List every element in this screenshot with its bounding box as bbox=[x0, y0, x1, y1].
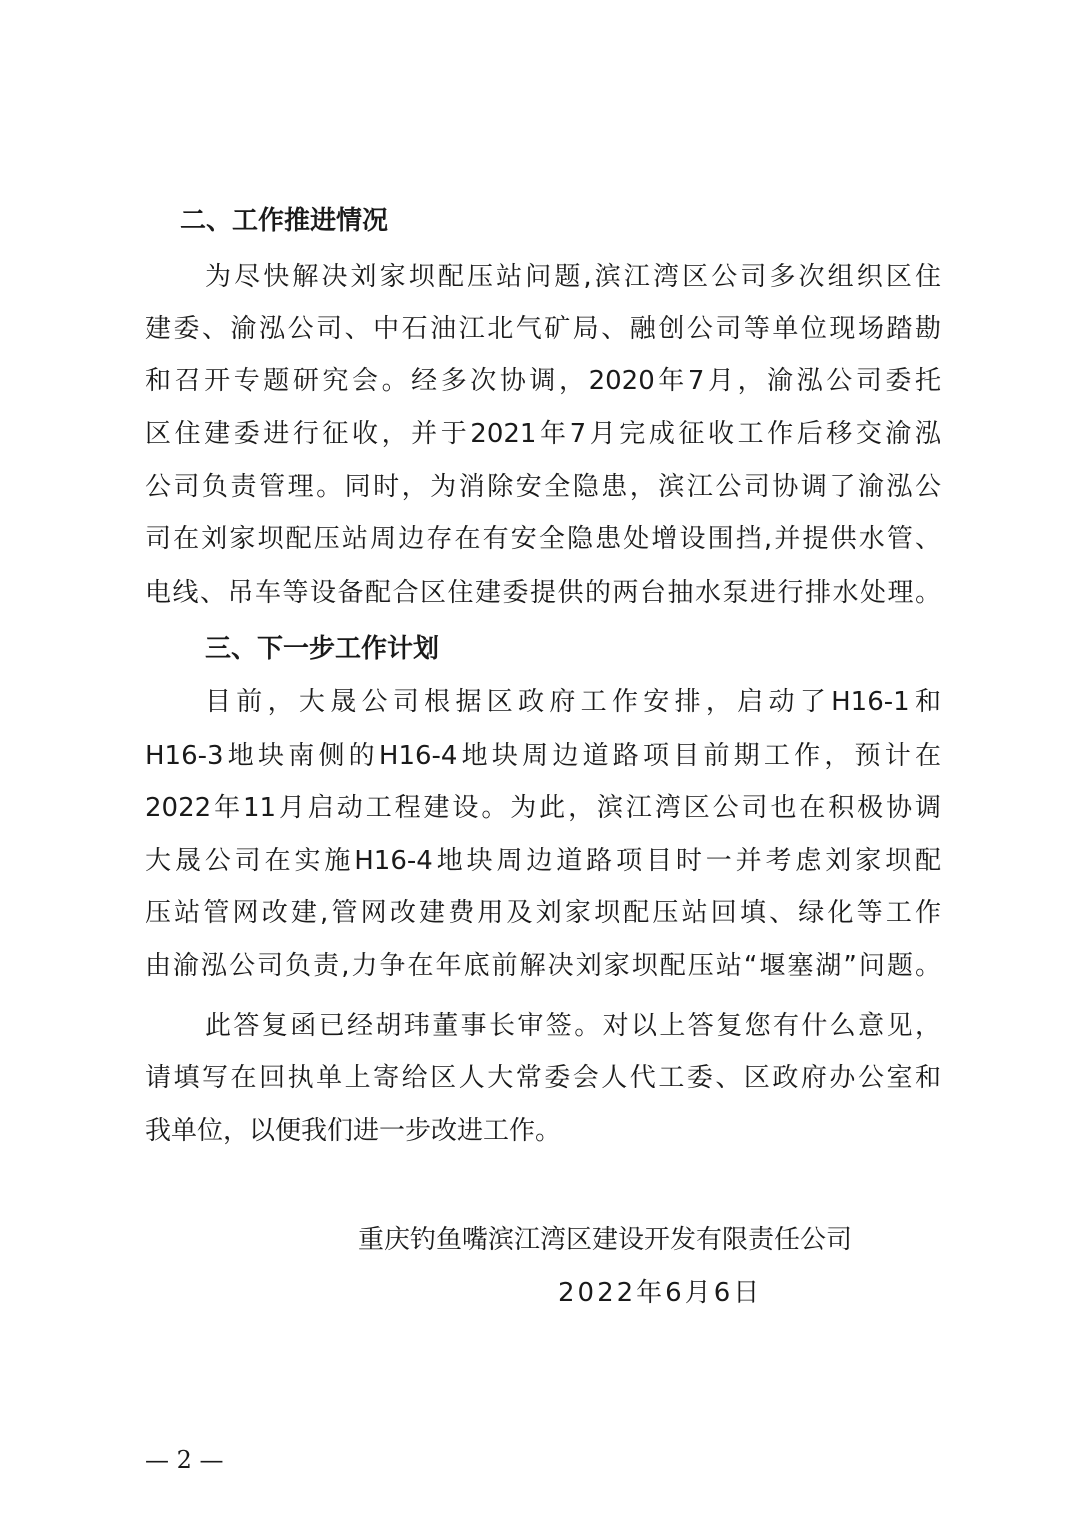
section2-heading: 二、工作推进情况 bbox=[180, 206, 389, 236]
section3-line-1: 目前，大晟公司根据区政府工作安排，启动了H16-1和 bbox=[205, 687, 941, 717]
section2-line-2: 建委、渝泓公司、中石油江北气矿局、融创公司等单位现场踏勘 bbox=[145, 314, 941, 344]
section3-heading: 三、下一步工作计划 bbox=[205, 634, 440, 664]
closing-line-3: 我单位，以便我们进一步改进工作。 bbox=[145, 1116, 562, 1146]
section2-line-1: 为尽快解决刘家坝配压站问题,滨江湾区公司多次组织区住 bbox=[205, 262, 941, 292]
section2-line-3: 和召开专题研究会。经多次协调，2020年7月，渝泓公司委托 bbox=[145, 366, 941, 396]
section3-line-3: 2022年11月启动工程建设。为此，滨江湾区公司也在积极协调 bbox=[145, 793, 941, 823]
section3-line-6: 由渝泓公司负责,力争在年底前解决刘家坝配压站“堰塞湖”问题。 bbox=[145, 951, 941, 981]
section2-line-6: 司在刘家坝配压站周边存在有安全隐患处增设围挡,并提供水管、 bbox=[145, 524, 941, 554]
section3-line-4: 大晟公司在实施H16-4地块周边道路项目时一并考虑刘家坝配 bbox=[145, 846, 941, 876]
signature-date: 2022年6月6日 bbox=[558, 1278, 763, 1308]
section2-line-5: 公司负责管理。同时，为消除安全隐患，滨江公司协调了渝泓公 bbox=[145, 472, 941, 502]
section3-line-2: H16-3地块南侧的H16-4地块周边道路项目前期工作，预计在 bbox=[145, 741, 941, 771]
closing-line-2: 请填写在回执单上寄给区人大常委会人代工委、区政府办公室和 bbox=[145, 1063, 941, 1093]
section2-line-7: 电线、吊车等设备配合区住建委提供的两台抽水泵进行排水处理。 bbox=[145, 578, 941, 608]
page-number: — 2 — bbox=[145, 1446, 224, 1474]
section3-line-5: 压站管网改建,管网改建费用及刘家坝配压站回填、绿化等工作 bbox=[145, 898, 941, 928]
signature-company: 重庆钓鱼嘴滨江湾区建设开发有限责任公司 bbox=[358, 1225, 853, 1255]
closing-line-1: 此答复函已经胡玮董事长审签。对以上答复您有什么意见， bbox=[205, 1011, 941, 1041]
section2-line-4: 区住建委进行征收，并于2021年7月完成征收工作后移交渝泓 bbox=[145, 419, 941, 449]
